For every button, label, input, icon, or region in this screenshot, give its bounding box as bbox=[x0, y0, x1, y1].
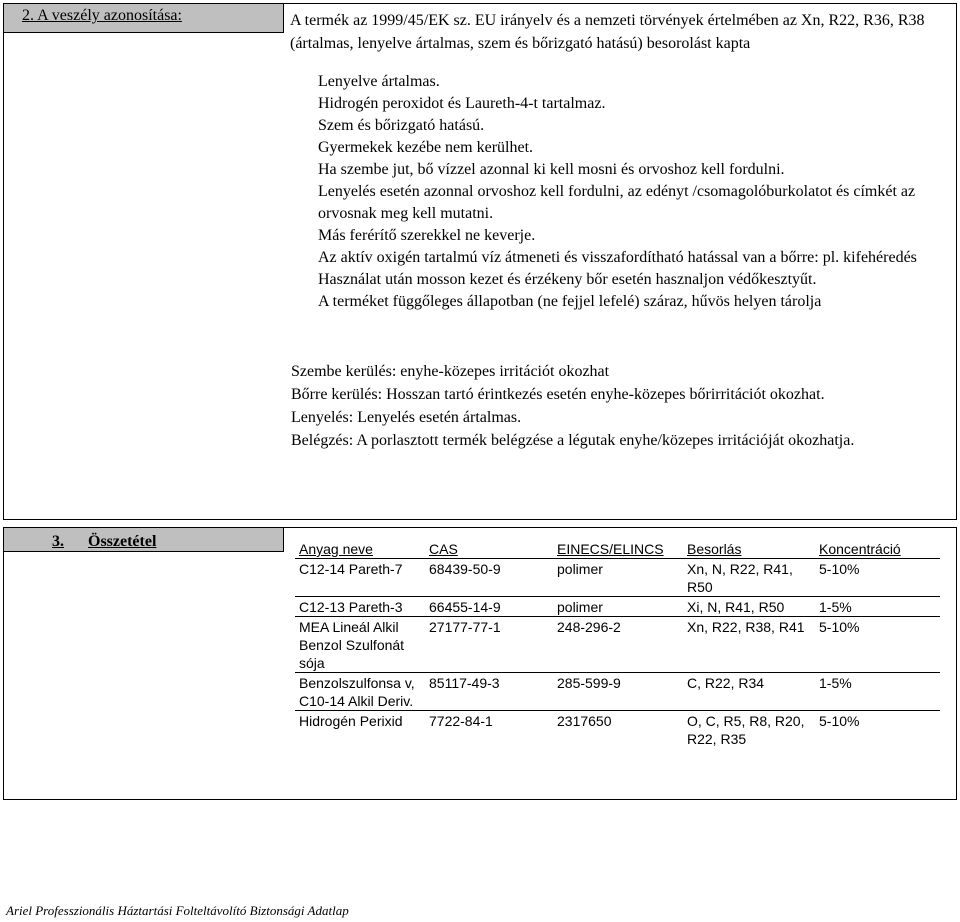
health-effect: Belégzés: A porlasztott termék belégzése a légutak enyhe/közepes irritációját okozhatja. bbox=[291, 432, 855, 449]
hazard-phrases-list bbox=[318, 71, 948, 313]
health-effect: Bőrre kerülés: Hosszan tartó érintkezés esetén enyhe-közepes bőrirritációt okozhat. bbox=[291, 386, 825, 403]
table-row bbox=[295, 617, 940, 673]
hazard-phrase: Használat után mosson kezet és érzékeny bőr esetén hasznaljon védőkesztyűt. bbox=[318, 271, 817, 288]
hazard-phrase: Más ferérítő szerekkel ne keverje. bbox=[318, 227, 536, 244]
cell-einecs: 2317650 bbox=[557, 713, 612, 729]
hazard-phrase: Hidrogén peroxidot és Laureth-4-t tartalmaz. bbox=[318, 95, 606, 112]
section-3-number: 3. bbox=[52, 533, 64, 550]
cell-classification: Xn, R22, R38, R41 bbox=[683, 617, 815, 673]
section-hazard-identification bbox=[3, 3, 957, 520]
column-header-concentration: Koncentráció bbox=[815, 539, 940, 559]
cell-classification: Xn, N, R22, R41, R50 bbox=[683, 559, 815, 597]
section-separator bbox=[0, 520, 960, 527]
column-header-cas: CAS bbox=[425, 539, 553, 559]
cell-cas: 85117-49-3 bbox=[425, 673, 553, 711]
table-header-row bbox=[295, 539, 940, 559]
cell-cas: 66455-14-9 bbox=[425, 597, 553, 617]
cell-cas: 68439-50-9 bbox=[425, 559, 553, 597]
cell-classification: O, C, R5, R8, R20, R22, R35 bbox=[687, 713, 805, 747]
health-effect: Lenyelés: Lenyelés esetén ártalmas. bbox=[291, 409, 522, 426]
cell-einecs: polimer bbox=[553, 559, 683, 597]
cell-concentration: 5-10% bbox=[815, 617, 940, 673]
cell-concentration: 5-10% bbox=[815, 559, 940, 597]
cell-cas: 27177-77-1 bbox=[425, 617, 553, 673]
cell-einecs: 285-599-9 bbox=[553, 673, 683, 711]
hazard-phrase: Gyermekek kezébe nem kerülhet. bbox=[318, 139, 534, 156]
table-row bbox=[295, 559, 940, 597]
section-2-title: 2. A veszély azonosítása: bbox=[22, 7, 182, 24]
cell-substance: MEA Lineál Alkil Benzol Szulfonát sója bbox=[295, 617, 425, 673]
cell-classification: Xi, N, R41, R50 bbox=[683, 597, 815, 617]
table-row bbox=[295, 597, 940, 617]
hazard-phrase: Lenyelés esetén azonnal orvoshoz kell fordulni, az edényt /csomagolóburkolatot és címkét az orvosnak meg kell mutatni. bbox=[318, 183, 916, 222]
section-2-header-cell bbox=[4, 4, 284, 33]
cell-einecs: 248-296-2 bbox=[553, 617, 683, 673]
hazard-phrase: Ha szembe jut, bő vízzel azonnal ki kell mosni és orvoshoz kell fordulni. bbox=[318, 161, 785, 178]
cell-cas: 7722-84-1 bbox=[429, 713, 493, 729]
cell-concentration: 1-5% bbox=[815, 597, 940, 617]
hazard-phrase: Lenyelve ártalmas. bbox=[318, 73, 440, 90]
table-row bbox=[295, 711, 940, 749]
cell-concentration: 5-10% bbox=[819, 713, 860, 729]
cell-einecs: polimer bbox=[553, 597, 683, 617]
column-header-substance: Anyag neve bbox=[295, 539, 425, 559]
cell-concentration: 1-5% bbox=[815, 673, 940, 711]
table-row bbox=[295, 673, 940, 711]
health-effect: Szembe kerülés: enyhe-közepes irritációt okozhat bbox=[291, 363, 610, 380]
composition-table bbox=[295, 539, 940, 748]
section-3-title: Összetétel bbox=[88, 533, 157, 550]
hazard-phrase: A terméket függőleges állapotban (ne fejjel lefelé) száraz, hűvös helyen tárolja bbox=[318, 293, 822, 310]
column-header-classification: Besorlás bbox=[683, 539, 815, 559]
classification-statement: A termék az 1999/45/EK sz. EU irányelv és a nemzeti törvények értelmében az Xn, R22, R36, R38 (ártalmas, lenyelve ártalmas, szem és bőrizgató hatású) besorolást kapta bbox=[290, 12, 925, 52]
hazard-phrase: Szem és bőrizgató hatású. bbox=[318, 117, 485, 134]
cell-substance: C12-13 Pareth-3 bbox=[295, 597, 425, 617]
column-header-einecs: EINECS/ELINCS bbox=[553, 539, 683, 559]
cell-classification: C, R22, R34 bbox=[683, 673, 815, 711]
hazard-phrase: Az aktív oxigén tartalmú víz átmeneti és visszafordítható hatással van a bőrre: pl. kifehéredés bbox=[318, 249, 917, 266]
document-footer: Ariel Professzionális Háztartási Folteltávolító Biztonsági Adatlap bbox=[6, 903, 349, 918]
section-3-header-cell bbox=[4, 528, 284, 552]
cell-substance: C12-14 Pareth-7 bbox=[295, 559, 425, 597]
cell-substance: Hidrogén Perixid bbox=[299, 713, 403, 729]
cell-substance: Benzolszulfonsa v, C10-14 Alkil Deriv. bbox=[295, 673, 425, 711]
health-effects-list bbox=[291, 360, 951, 452]
section-composition bbox=[3, 527, 957, 800]
